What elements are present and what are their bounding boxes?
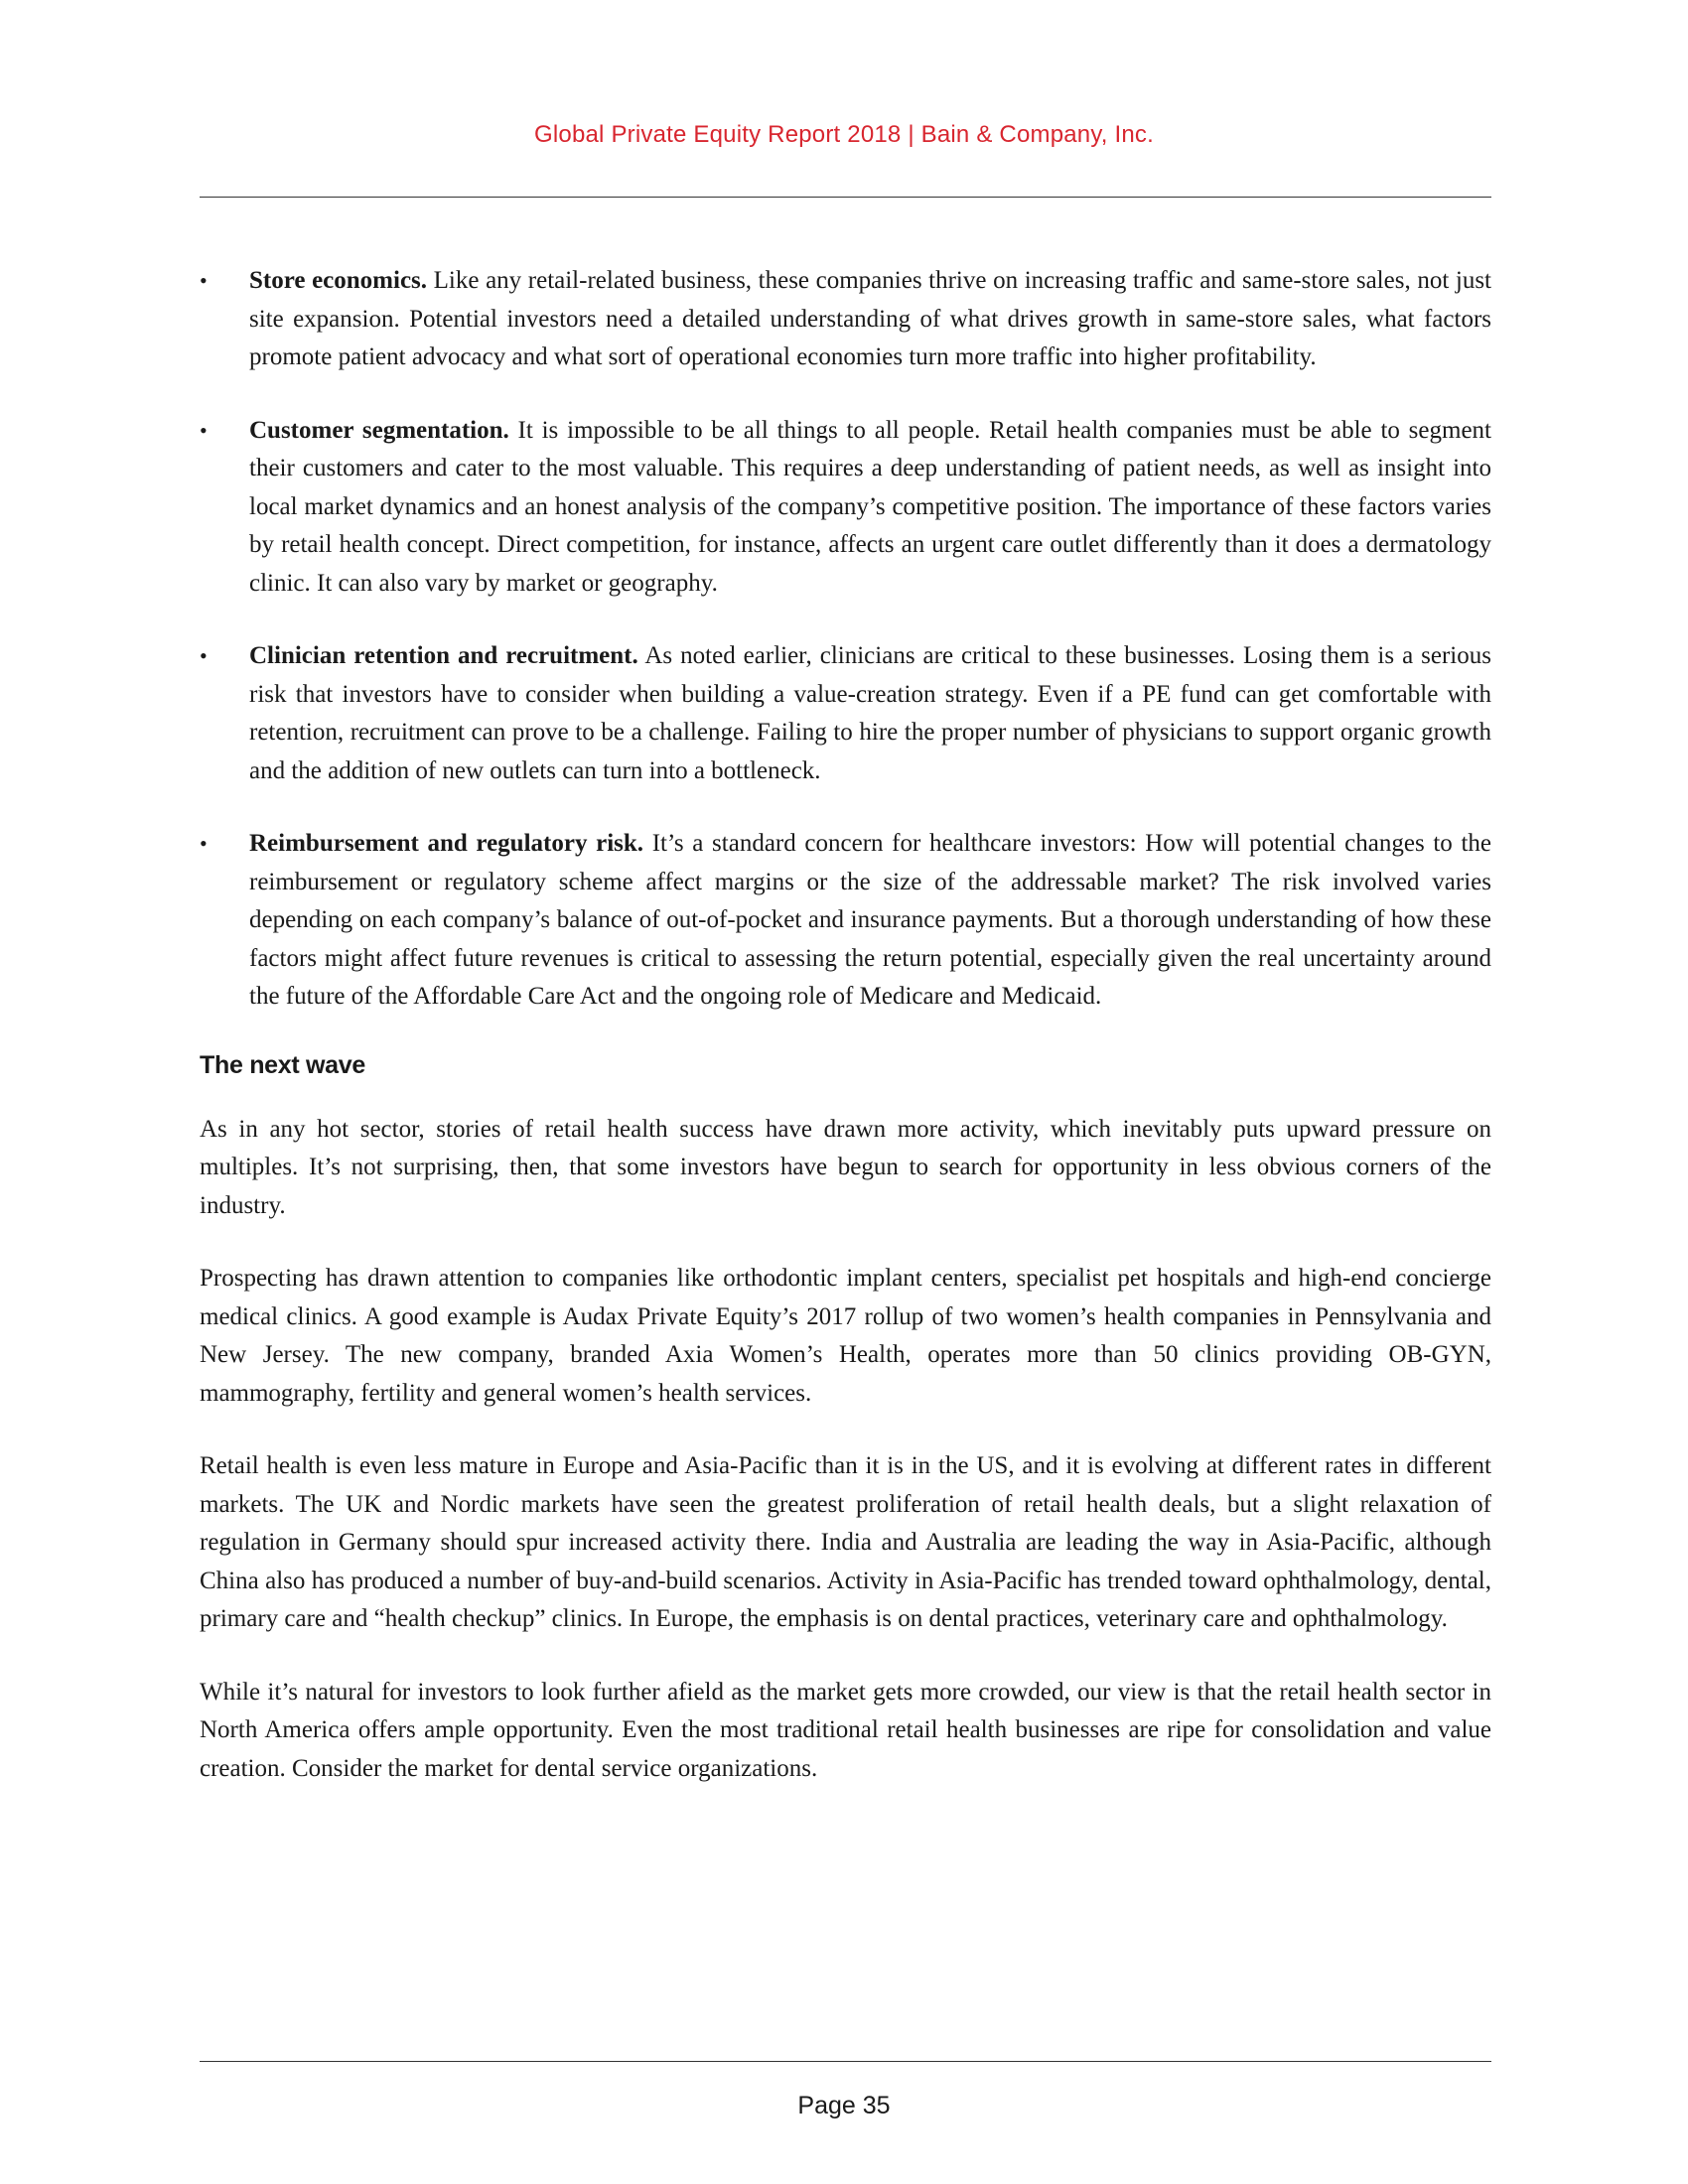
- list-item-lead: Reimbursement and regulatory risk.: [249, 830, 644, 857]
- list-item-lead: Customer segmentation.: [249, 416, 509, 444]
- bullet-icon: •: [200, 268, 208, 293]
- list-item-lead: Store economics.: [249, 267, 428, 294]
- list-item: [200, 825, 1491, 1017]
- page-body: [200, 262, 1491, 1823]
- list-item: [200, 262, 1491, 377]
- list-item-lead: Clinician retention and recruitment.: [249, 642, 638, 669]
- bullet-icon: •: [200, 831, 208, 856]
- list-item: [200, 412, 1491, 604]
- list-item-text: As noted earlier, clinicians are critical to these businesses. Losing them is a serious risk that investors have to consider when building a value-creation strategy. Even if a PE fund can get comfortable with retention, recruitment can prove to be a challenge. Failing to hire the proper number of physicians to support organic growth and the addition of new outlets can turn into a bottleneck.: [249, 642, 1491, 784]
- list-item-text: Like any retail-related business, these companies thrive on increasing traffic and same-store sales, not just site expansion. Potential investors need a detailed understanding of what drives growth in same-store sales, what factors promote patient advocacy and what sort of operational economies turn more traffic into higher profitability.: [249, 267, 1491, 370]
- body-paragraph: While it’s natural for investors to look further afield as the market gets more crowded, our view is that the retail health sector in North America offers ample opportunity. Even the most traditional retail health businesses are ripe for consolidation and value creation. Consider the market for dental service organizations.: [200, 1678, 1491, 1782]
- list-item: [200, 637, 1491, 790]
- list-item-text: It is impossible to be all things to all people. Retail health companies must be able to segment their customers and cater to the most valuable. This requires a deep understanding of patient needs, as well as insight into local market dynamics and an honest analysis of the company’s competitive position. The importance of these factors varies by retail health concept. Direct competition, for instance, affects an urgent care outlet differently than it does a dermatology clinic. It can also vary by market or geography.: [249, 416, 1491, 597]
- bullet-icon: •: [200, 643, 208, 668]
- running-header: Global Private Equity Report 2018 | Bain & Company, Inc.: [534, 121, 1154, 148]
- header-divider: [200, 197, 1491, 198]
- list-item-text: It’s a standard concern for healthcare investors: How will potential changes to the reimbursement or regulatory scheme affect margins or the size of the addressable market? The risk involved varies depending on each company’s balance of out-of-pocket and insurance payments. But a thorough understanding of how these factors might affect future revenues is critical to assessing the return potential, especially given the real uncertainty around the future of the Affordable Care Act and the ongoing role of Medicare and Medicaid.: [249, 830, 1491, 1010]
- body-paragraph: Retail health is even less mature in Europe and Asia-Pacific than it is in the US, and it is evolving at different rates in different markets. The UK and Nordic markets have seen the greatest proliferation of retail health deals, but a slight relaxation of regulation in Germany should spur increased activity there. India and Australia are leading the way in Asia-Pacific, although China also has produced a number of buy-and-build scenarios. Activity in Asia-Pacific has trended toward ophthalmology, dental, primary care and “health checkup” clinics. In Europe, the emphasis is on dental practices, veterinary care and ophthalmology.: [200, 1452, 1491, 1632]
- page-number: Page 35: [797, 2092, 891, 2119]
- risk-factor-list: [200, 262, 1491, 1017]
- footer-divider: [200, 2061, 1491, 2062]
- section-heading: The next wave: [200, 1050, 365, 1079]
- bullet-icon: •: [200, 417, 208, 443]
- body-paragraph: Prospecting has drawn attention to companies like orthodontic implant centers, specialist pet hospitals and high-end concierge medical clinics. A good example is Audax Private Equity’s 2017 rollup of two women’s health companies in Pennsylvania and New Jersey. The new company, branded Axia Women’s Health, operates more than 50 clinics providing OB-GYN, mammography, fertility and general women’s health services.: [200, 1265, 1491, 1407]
- body-paragraph: As in any hot sector, stories of retail health success have drawn more activity, which inevitably puts upward pressure on multiples. It’s not surprising, then, that some investors have begun to search for opportunity in less obvious corners of the industry.: [200, 1115, 1491, 1219]
